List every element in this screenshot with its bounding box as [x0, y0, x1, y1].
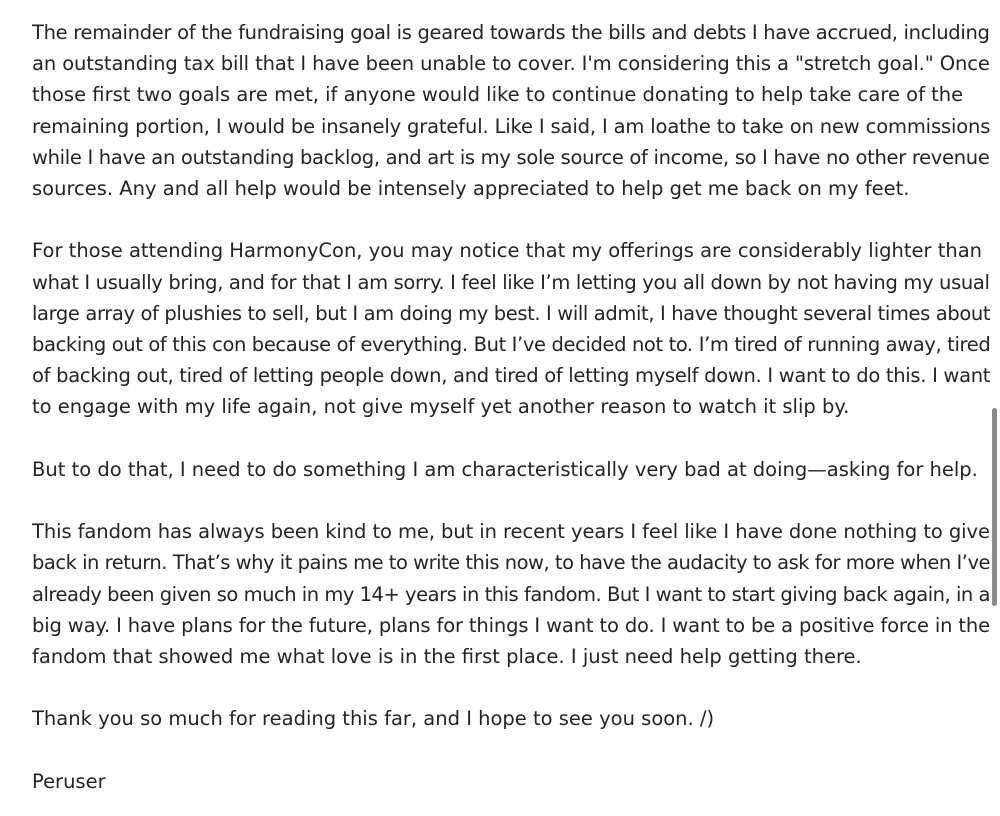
- text-line: sources. Any and all help would be intensely appreciated to help get me back on my feet.: [32, 177, 910, 201]
- text-line: what I usually bring, and for that I am sorry. I feel like I’m letting you all down by not having my usual: [32, 270, 990, 294]
- scrollbar-thumb[interactable]: [992, 408, 997, 606]
- text-line: those first two goals are met, if anyone would like to continue donating to help take care of the: [32, 83, 964, 107]
- text-line: This fandom has always been kind to me, but in recent years I feel like I have done nothing to give: [32, 520, 990, 544]
- text-line: to engage with my life again, not give myself yet another reason to watch it slip by.: [32, 395, 850, 419]
- paragraph-list: [32, 17, 991, 735]
- text-line: while I have an outstanding backlog, and art is my sole source of income, so I have no other revenue: [32, 145, 990, 169]
- text-line: big way. I have plans for the future, plans for things I want to do. I want to be a positive force in the: [32, 613, 990, 637]
- post-body: [32, 17, 991, 797]
- text-line: back in return. That’s why it pains me to write this now, to have the audacity to ask for more when I’ve: [32, 551, 990, 575]
- text-line: an outstanding tax bill that I have been unable to cover. I'm considering this a "stretch goal." Once: [32, 52, 990, 76]
- paragraph: [32, 516, 990, 672]
- text-line: fandom that showed me what love is in the first place. I just need help getting there.: [32, 645, 862, 669]
- paragraph: [32, 17, 991, 204]
- text-line: of backing out, tired of letting people down, and tired of letting myself down. I want to do this. I want: [32, 364, 991, 388]
- signature: Peruser: [32, 769, 106, 793]
- text-line: already been given so much in my 14+ years in this fandom. But I want to start giving back again, in a: [32, 582, 990, 606]
- paragraph: [32, 703, 982, 734]
- paragraph: [32, 235, 991, 422]
- text-line: remaining portion, I would be insanely grateful. Like I said, I am loathe to take on new commissions: [32, 114, 991, 138]
- paragraph: [32, 454, 982, 485]
- text-line: large array of plushies to sell, but I am doing my best. I will admit, I have thought several times about: [32, 301, 991, 325]
- text-line: For those attending HarmonyCon, you may notice that my offerings are considerably lighter than: [32, 239, 983, 263]
- text-line: But to do that, I need to do something I am characteristically very bad at doing—asking for help.: [32, 457, 978, 481]
- text-line: backing out of this con because of everything. But I’ve decided not to. I’m tired of running away, tired: [32, 333, 991, 357]
- text-line: The remainder of the fundraising goal is geared towards the bills and debts I have accrued, including: [32, 21, 990, 44]
- text-line: Thank you so much for reading this far, and I hope to see you soon. /): [32, 707, 715, 731]
